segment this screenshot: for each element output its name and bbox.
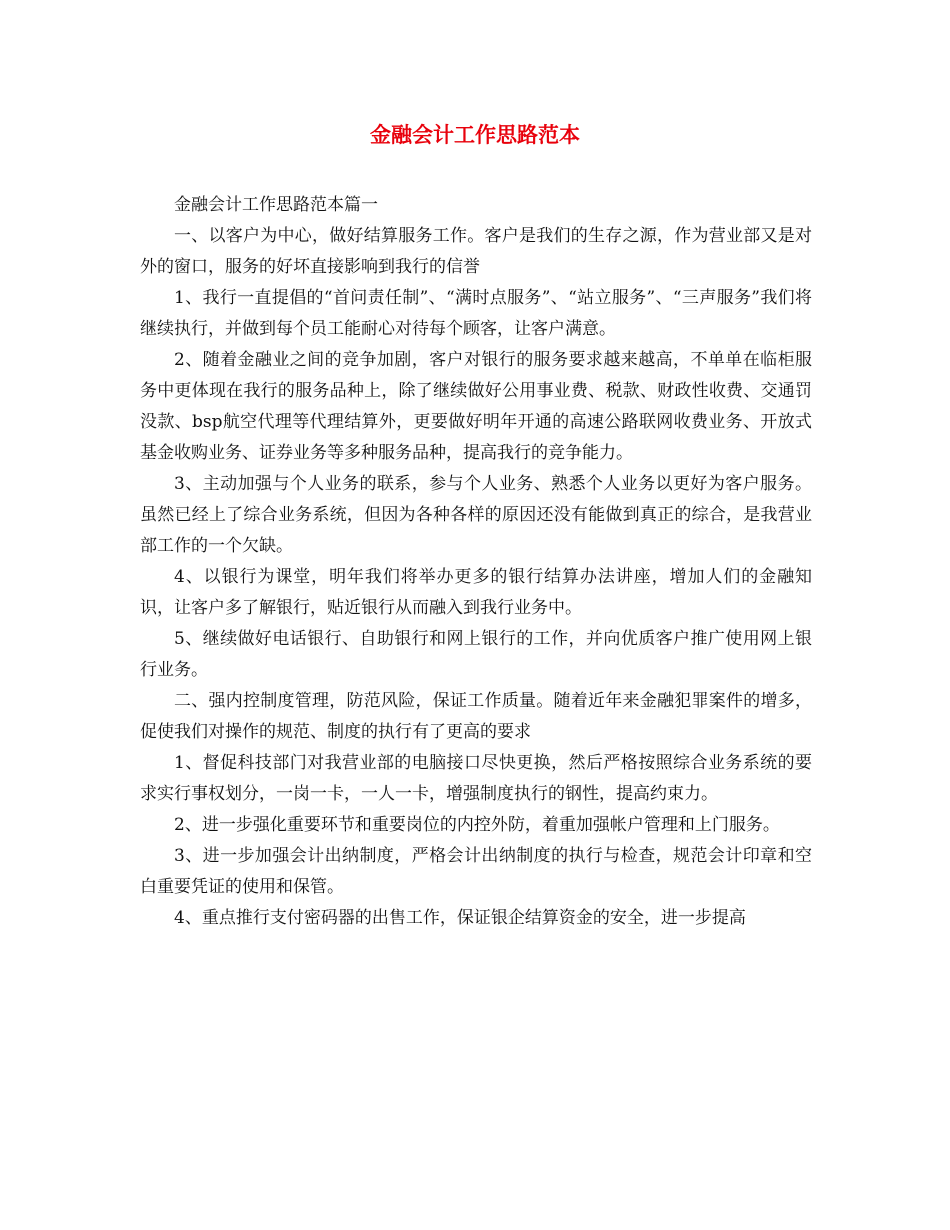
document-body bbox=[140, 190, 812, 934]
paragraph: 3、进一步加强会计出纳制度，严格会计出纳制度的执行与检查，规范会计印章和空白重要凭证的使用和保管。 bbox=[140, 846, 812, 897]
paragraph: 一、以客户为中心，做好结算服务工作。客户是我们的生存之源，作为营业部又是对外的窗口，服务的好坏直接影响到我行的信誉 bbox=[140, 226, 812, 277]
paragraph: 1、我行一直提倡的“首问责任制”、“满时点服务”、“站立服务”、“三声服务”我们将继续执行，并做到每个员工能耐心对待每个顾客，让客户满意。 bbox=[140, 288, 812, 339]
paragraph: 3、主动加强与个人业务的联系，参与个人业务、熟悉个人业务以更好为客户服务。虽然已经上了综合业务系统，但因为各种各样的原因还没有能做到真正的综合，是我营业部工作的一个欠缺。 bbox=[140, 474, 812, 556]
paragraph-section-heading: 金融会计工作思路范本篇一 bbox=[174, 195, 378, 215]
paragraph: 2、进一步强化重要环节和重要岗位的内控外防，着重加强帐户管理和上门服务。 bbox=[174, 815, 780, 835]
paragraph: 1、督促科技部门对我营业部的电脑接口尽快更换，然后严格按照综合业务系统的要求实行事权划分，一岗一卡，一人一卡，增强制度执行的钢性，提高约束力。 bbox=[140, 753, 812, 804]
paragraph: 4、重点推行支付密码器的出售工作，保证银企结算资金的安全，进一步提高 bbox=[174, 908, 746, 928]
paragraph: 5、继续做好电话银行、自助银行和网上银行的工作，并向优质客户推广使用网上银行业务。 bbox=[140, 629, 812, 680]
paragraph: 2、随着金融业之间的竞争加剧，客户对银行的服务要求越来越高，不单单在临柜服务中更体现在我行的服务品种上，除了继续做好公用事业费、税款、财政性收费、交通罚没款、bsp航空代理等代理结算外，更要做好明年开通的高速公路联网收费业务、开放式基金收购业务、证券业务等多种服务品种，提高我行的竞争能力。 bbox=[140, 350, 812, 463]
paragraph: 二、强内控制度管理，防范风险，保证工作质量。随着近年来金融犯罪案件的增多，促使我们对操作的规范、制度的执行有了更高的要求 bbox=[140, 691, 812, 742]
paragraph: 4、以银行为课堂，明年我们将举办更多的银行结算办法讲座，增加人们的金融知识，让客户多了解银行，贴近银行从而融入到我行业务中。 bbox=[140, 567, 812, 618]
document-title: 金融会计工作思路范本 bbox=[370, 122, 580, 147]
